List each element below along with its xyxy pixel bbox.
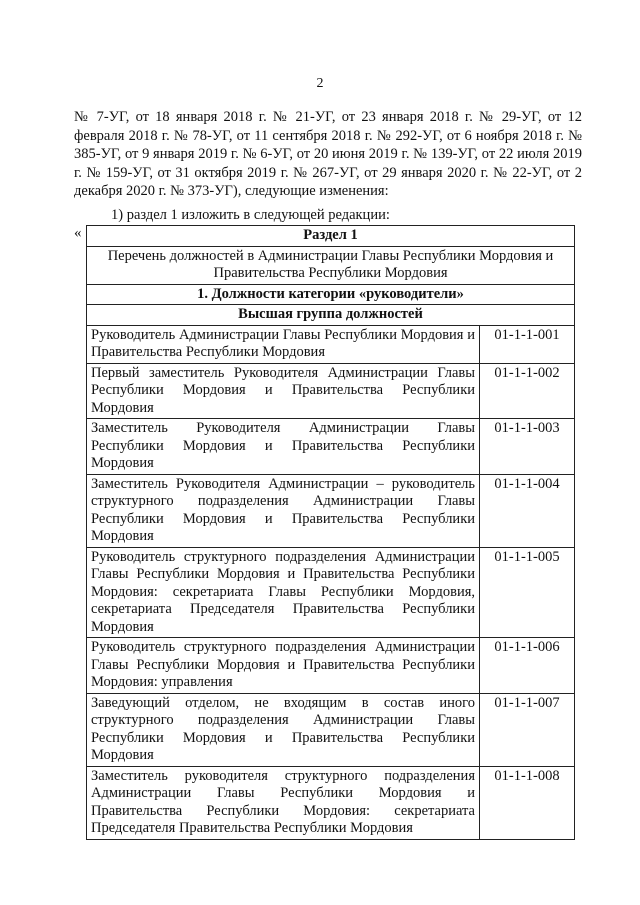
position-code: 01-1-1-007 xyxy=(480,693,575,766)
table-row xyxy=(87,419,575,475)
opening-quote-mark: « xyxy=(74,225,82,241)
table-row xyxy=(87,638,575,694)
position-name: Руководитель структурного подразделения Администрации Главы Республики Мордовия и Правительства Республики Мордовия: секретариата Главы Республики Мордовия, секретариата Председателя Правительства Республики Мордовия xyxy=(87,547,480,638)
position-code: 01-1-1-005 xyxy=(480,547,575,638)
table-row xyxy=(87,363,575,419)
position-name: Заместитель Руководителя Администрации – руководитель структурного подразделения Администрации Главы Республики Мордовия и Правительства Республики Мордовия xyxy=(87,474,480,547)
table-row xyxy=(87,474,575,547)
table-row xyxy=(87,547,575,638)
position-code: 01-1-1-004 xyxy=(480,474,575,547)
section-header-row xyxy=(87,226,575,247)
section-header: Раздел 1 xyxy=(87,226,575,247)
position-code: 01-1-1-008 xyxy=(480,766,575,839)
position-name: Первый заместитель Руководителя Администрации Главы Республики Мордовия и Правительства Республики Мордовия xyxy=(87,363,480,419)
position-name: Заведующий отделом, не входящим в состав иного структурного подразделения Администрации Главы Республики Мордовия и Правительства Республики Мордовия xyxy=(87,693,480,766)
positions-table xyxy=(86,225,575,840)
table-row xyxy=(87,693,575,766)
position-name: Заместитель Руководителя Администрации Главы Республики Мордовия и Правительства Республики Мордовия xyxy=(87,419,480,475)
table-row xyxy=(87,766,575,839)
amendment-item-line: 1) раздел 1 изложить в следующей редакции: xyxy=(111,207,390,223)
position-name: Заместитель руководителя структурного подразделения Администрации Главы Республики Мордовия и Правительства Республики Мордовия: секретариата Председателя Правительства Республики Мордовия xyxy=(87,766,480,839)
table-row xyxy=(87,325,575,363)
position-code: 01-1-1-002 xyxy=(480,363,575,419)
intro-paragraph: № 7-УГ, от 18 января 2018 г. № 21-УГ, от 23 января 2018 г. № 29-УГ, от 12 февраля 2018 г. № 78-УГ, от 11 сентября 2018 г. № 292-УГ, от 6 ноября 2018 г. № 385-УГ, от 9 января 2019 г. № 6-УГ, от 20 июня 2019 г. № 139-УГ, от 22 июля 2019 г. № 159-УГ, от 31 октября 2019 г. № 267-УГ, от 29 января 2020 г. № 22-УГ, от 2 декабря 2020 г. № 373-УГ), следующие изменения: xyxy=(74,109,582,199)
page-number: 2 xyxy=(316,76,324,91)
group-header: Высшая группа должностей xyxy=(87,305,575,326)
category-header: 1. Должности категории «руководители» xyxy=(87,284,575,305)
position-name: Руководитель структурного подразделения Администрации Главы Республики Мордовия и Правительства Республики Мордовия: управления xyxy=(87,638,480,694)
position-code: 01-1-1-003 xyxy=(480,419,575,475)
position-name: Руководитель Администрации Главы Республики Мордовия и Правительства Республики Мордовия xyxy=(87,325,480,363)
position-code: 01-1-1-001 xyxy=(480,325,575,363)
group-header-row xyxy=(87,305,575,326)
position-code: 01-1-1-006 xyxy=(480,638,575,694)
section-title-row xyxy=(87,246,575,284)
section-title: Перечень должностей в Администрации Главы Республики Мордовия и Правительства Республики Мордовия xyxy=(87,246,575,284)
category-header-row xyxy=(87,284,575,305)
